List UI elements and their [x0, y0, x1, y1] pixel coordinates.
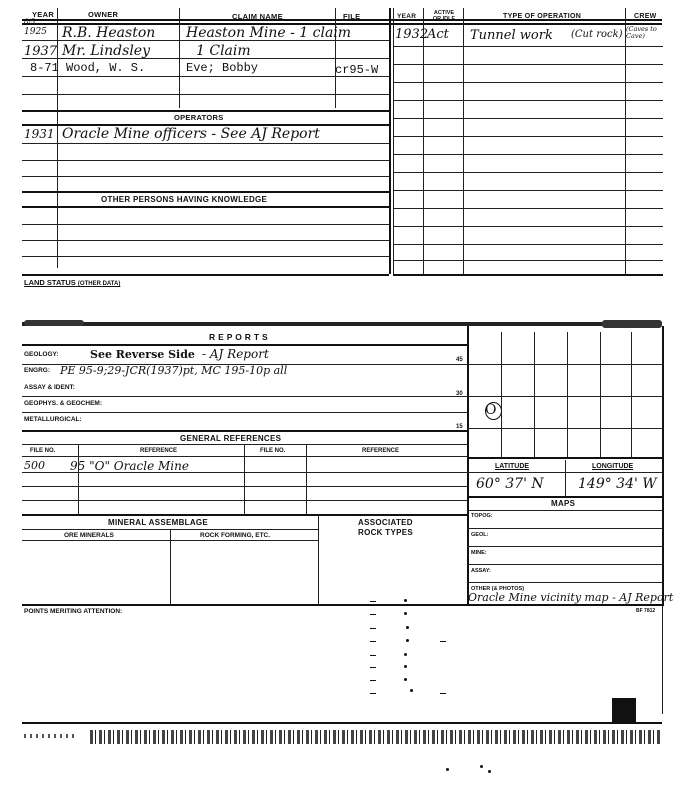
scan-mark: [370, 614, 376, 615]
scan-mark: [404, 599, 407, 602]
rule: [306, 444, 307, 514]
owner-row-2-year: 1937: [24, 44, 58, 59]
rule: [467, 496, 662, 498]
rule: [393, 226, 663, 227]
rock-types-title: ROCK TYPES: [358, 528, 414, 537]
maps-title: MAPS: [551, 499, 576, 508]
rule: [467, 582, 662, 583]
form-number: BF 7812: [636, 608, 656, 614]
rule: [393, 82, 663, 83]
geology-value: See Reverse Side: [90, 348, 195, 361]
scale-15: 15: [456, 424, 463, 430]
rule: [467, 428, 662, 429]
rule: [22, 76, 389, 77]
owner-row-1-claim: Heaston Mine - 1 claim: [186, 25, 352, 41]
rule: [393, 100, 663, 101]
scale-45: 45: [456, 357, 463, 363]
rule: [567, 332, 568, 457]
rule: [501, 332, 502, 457]
owner-row-2-owner: Mr. Lindsley: [62, 43, 150, 59]
rule: [22, 206, 389, 208]
rule: [22, 191, 389, 193]
rule: [393, 136, 663, 137]
rule: [22, 344, 467, 346]
geology-label: GEOLOGY:: [24, 351, 59, 358]
rule: [22, 430, 467, 432]
rule: [463, 8, 464, 274]
operation-crew-note: (Cut rock): [571, 29, 623, 40]
owner-row-3-year: 8-71: [30, 61, 59, 75]
rule: [600, 332, 601, 457]
rule: [662, 604, 663, 714]
col-type-of-operation: TYPE OF OPERATION: [503, 13, 582, 20]
rule: [534, 332, 535, 457]
operation-year: 1932: [395, 27, 429, 42]
smudge: [602, 320, 662, 328]
scan-mark: [370, 667, 376, 668]
owner-row-1-owner: R.B. Heaston: [62, 25, 156, 41]
owner-row-3-file: cr95-W: [335, 63, 379, 77]
rule: [393, 46, 663, 47]
operation-type: Tunnel work: [470, 28, 553, 43]
scan-mark: [446, 768, 449, 771]
scale-30: 30: [456, 391, 463, 397]
rule: [22, 396, 467, 397]
associated-title: ASSOCIATED: [358, 518, 413, 527]
operators-title: OPERATORS: [174, 113, 224, 122]
rule: [22, 143, 389, 144]
rule: [631, 332, 632, 457]
col-crew: CREW: [634, 13, 657, 20]
rule: [22, 240, 389, 241]
rule: [393, 244, 663, 245]
other-photos-label: OTHER (& PHOTOS): [471, 586, 525, 592]
gr-col-file2: FILE NO.: [260, 448, 286, 454]
bottom-rule: [22, 722, 662, 724]
scan-mark: [370, 601, 376, 602]
other-photos-value: Oracle Mine vicinity map - AJ Report: [468, 591, 674, 604]
col-file: FILE: [343, 12, 361, 21]
rule: [625, 8, 626, 274]
rule: [467, 510, 662, 511]
rule: [22, 224, 389, 225]
scan-noise-band: [90, 730, 660, 744]
rule: [22, 472, 467, 473]
rule: [467, 528, 662, 529]
land-status-label: LAND STATUS (OTHER DATA): [24, 278, 121, 287]
rule: [662, 326, 664, 606]
grid-mark: O: [485, 402, 497, 418]
rule: [393, 172, 663, 173]
assay-ident-label: ASSAY & IDENT:: [24, 384, 75, 391]
rock-forming-label: ROCK FORMING, ETC.: [200, 532, 271, 539]
scan-mark: [370, 680, 376, 681]
scan-mark: [370, 628, 376, 629]
rule: [22, 256, 389, 257]
rule: [22, 514, 467, 516]
topog-label: TOPOG:: [471, 513, 493, 519]
rule: [393, 208, 663, 209]
rule: [22, 604, 662, 606]
black-square: [612, 698, 636, 722]
scan-mark: [480, 765, 483, 768]
rule: [467, 396, 662, 397]
col-claim-name: CLAIM NAME: [232, 12, 283, 21]
col-year-ops: YEAR: [397, 13, 417, 20]
rule: [393, 8, 394, 274]
scan-mark: [404, 665, 407, 668]
rule: [22, 176, 389, 177]
rule: [393, 190, 663, 191]
rule: [565, 460, 566, 496]
metallurgical-label: METALLURGICAL:: [24, 416, 82, 423]
longitude-value: 149° 34' W: [578, 476, 657, 492]
rule: [22, 500, 467, 501]
reports-title: R E P O R T S: [209, 332, 269, 342]
scan-mark: [404, 678, 407, 681]
owner-row-1-year: 1925: [24, 27, 47, 37]
rule: [467, 472, 662, 473]
geophys-label: GEOPHYS. & GEOCHEM:: [24, 400, 103, 407]
scan-mark: [406, 626, 409, 629]
gr-col-ref2: REFERENCE: [362, 448, 400, 454]
geology-hand: - AJ Report: [202, 347, 269, 361]
operation-crew: (Caves to Cave): [626, 25, 657, 40]
rule: [318, 514, 319, 604]
rule: [467, 546, 662, 547]
rule: [22, 540, 318, 541]
mineral-assemblage-title: MINERAL ASSEMBLAGE: [108, 518, 209, 527]
geol-label: GEOL:: [471, 532, 489, 538]
points-label: POINTS MERITING ATTENTION:: [24, 608, 123, 615]
rule: [393, 118, 663, 119]
scan-mark: [488, 770, 491, 773]
scan-mark: [370, 641, 376, 642]
rule: [393, 64, 663, 65]
other-persons-title: OTHER PERSONS HAVING KNOWLEDGE: [101, 195, 268, 204]
ore-minerals-label: ORE MINERALS: [64, 532, 114, 539]
reports-top-bar: [22, 322, 662, 326]
operator-year: 1931: [24, 127, 55, 141]
rule: [78, 444, 79, 514]
general-references-title: GENERAL REFERENCES: [180, 434, 282, 443]
latitude-value: 60° 37' N: [476, 476, 544, 492]
rule: [22, 486, 467, 487]
rule: [22, 412, 467, 413]
col-owner: OWNER: [88, 10, 119, 19]
operator-text: Oracle Mine officers - See AJ Report: [62, 126, 320, 142]
owner-row-1-year-top: 8/5: [24, 18, 36, 26]
rule: [423, 8, 424, 274]
engrg-value: PE 95-9;29-JCR(1937)pt, MC 195-10p all: [60, 364, 288, 377]
rule: [22, 160, 389, 161]
gr-row-1-file: 500: [24, 459, 45, 472]
rule: [393, 260, 663, 261]
scan-noise: [24, 734, 74, 738]
assay-label: ASSAY:: [471, 568, 491, 574]
smudge: [24, 320, 84, 326]
rule: [467, 564, 662, 565]
scan-mark: [440, 641, 446, 642]
engrg-label: ENGRG:: [24, 367, 50, 374]
scan-mark: [440, 693, 446, 694]
col-year: YEAR: [32, 10, 55, 19]
scan-mark: [370, 655, 376, 656]
owner-row-3-owner: Wood, W. S.: [66, 61, 146, 75]
gr-col-file: FILE NO.: [30, 448, 56, 454]
rule: [467, 457, 662, 459]
rule: [467, 364, 662, 365]
scan-mark: [404, 612, 407, 615]
rule: [22, 274, 389, 276]
rule: [389, 8, 391, 274]
rule: [22, 110, 389, 112]
mine-label: MINE:: [471, 550, 487, 556]
owner-row-2-claim: 1 Claim: [196, 43, 251, 59]
owner-row-3-claim: Eve; Bobby: [186, 61, 259, 75]
scan-mark: [406, 639, 409, 642]
rule: [393, 274, 663, 276]
rule: [393, 154, 663, 155]
operation-active: Act: [427, 27, 449, 42]
rule: [57, 8, 58, 268]
scan-mark: [410, 689, 413, 692]
col-active-idle: ACTIVE OR IDLE: [432, 10, 456, 22]
scan-mark: [404, 653, 407, 656]
grid-circle: [485, 402, 502, 420]
scan-mark: [370, 693, 376, 694]
latitude-label: LATITUDE: [495, 463, 530, 470]
rule: [22, 94, 389, 95]
longitude-label: LONGITUDE: [592, 463, 634, 470]
gr-row-1-ref: 95 "O" Oracle Mine: [70, 459, 189, 473]
rule: [244, 444, 245, 514]
gr-col-ref: REFERENCE: [140, 448, 178, 454]
